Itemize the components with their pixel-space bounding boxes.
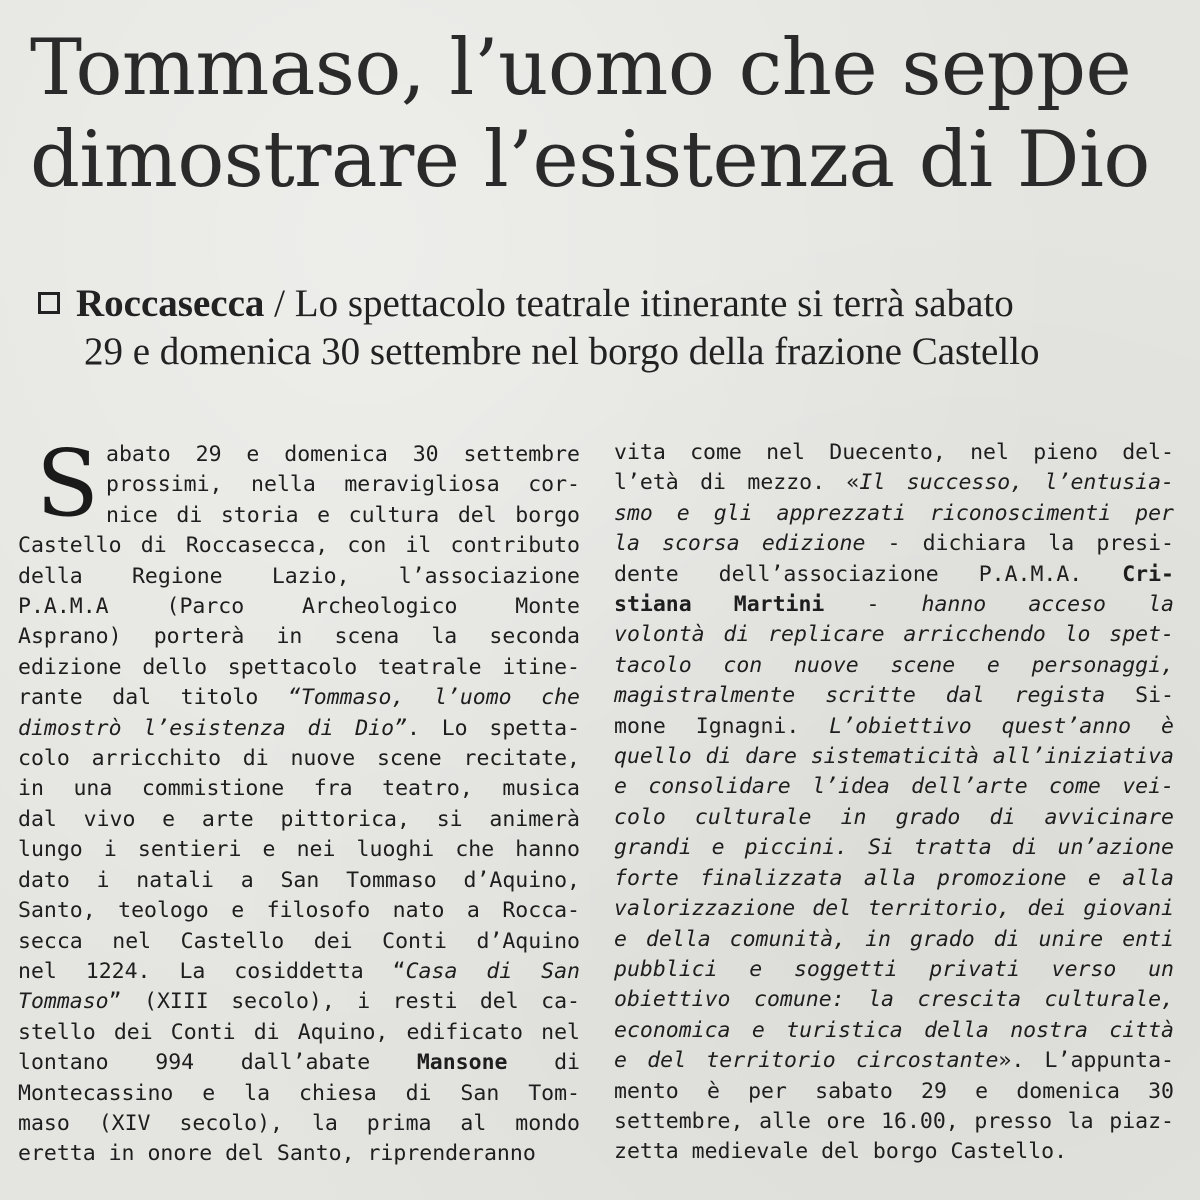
article-text: volontà di replicare arricchendo lo spet- <box>614 622 1174 648</box>
article-text: la scorsa edizione <box>614 531 866 557</box>
article-text: forte finalizzata alla promozione e alla <box>614 865 1174 891</box>
article-line <box>18 653 580 683</box>
article-text: e del territorio circostante <box>614 1048 999 1074</box>
article-text: di <box>507 1050 580 1076</box>
article-text: mento è per sabato 29 e domenica 30 <box>614 1078 1174 1104</box>
article-text: Montecassino e la chiesa di San Tom- <box>18 1080 580 1106</box>
article-text: Mansone <box>416 1050 508 1076</box>
article-line <box>18 714 580 744</box>
article-text: L’obiettivo quest’anno è <box>829 713 1174 739</box>
article-text: dimostrò l’esistenza di Dio” <box>18 715 407 741</box>
subheading-separator: / <box>264 282 295 325</box>
article-text: edizione dello spettacolo teatrale itine- <box>18 654 580 680</box>
article-text: stiana Martini <box>614 592 825 618</box>
article-text: secca nel Castello dei Conti d’Aquino <box>18 928 580 954</box>
article-text: smo e gli apprezzati riconoscimenti per <box>614 500 1174 526</box>
article-column-left <box>18 430 580 1170</box>
article-text: dente dell’associazione P.A.M.A. <box>614 561 1123 587</box>
article-line <box>614 712 1174 742</box>
article-line <box>614 833 1174 863</box>
article-line <box>18 683 580 713</box>
article-text: P.A.M.A (Parco Archeologico Monte <box>18 594 580 620</box>
article-line <box>18 987 580 1017</box>
article-line <box>614 590 1174 620</box>
article-text: stello dei Conti di Aquino, edificato nel <box>18 1019 580 1045</box>
subheading-line-1 <box>38 280 1178 328</box>
article-line <box>614 955 1174 985</box>
article-text: dato i natali a San Tommaso d’Aquino, <box>18 867 580 893</box>
article-text: Casa di San <box>405 958 580 984</box>
article-text: pubblici e soggetti privati verso un <box>614 956 1174 982</box>
article-line <box>18 1018 580 1048</box>
article-column-right <box>614 438 1174 1168</box>
article-text: maso (XIV secolo), la prima al mondo <box>18 1110 580 1136</box>
article-text: magistralmente scritte dal regista <box>614 683 1106 709</box>
article-line <box>18 896 580 926</box>
headline-line-1: Tommaso, l’uomo che seppe <box>30 23 1132 113</box>
article-text: valorizzazione del territorio, dei giovani <box>614 896 1174 922</box>
article-line <box>614 925 1174 955</box>
article-text: colo arricchito di nuove scene recitate, <box>18 746 580 772</box>
article-line <box>18 501 580 531</box>
article-line <box>18 927 580 957</box>
article-text: Cri- <box>1122 561 1174 587</box>
article-text: abato 29 e domenica 30 settembre <box>106 442 580 467</box>
article-text: lontano 994 dall’abate <box>18 1050 417 1076</box>
article-text: tacolo con nuove scene e personaggi, <box>614 652 1174 678</box>
location-label: Roccasecca <box>76 282 265 325</box>
article-line <box>18 774 580 804</box>
subheading-line-2: 29 e domenica 30 settembre nel borgo della frazione Castello <box>84 330 1040 373</box>
article-text: Santo, teologo e filosofo nato a Rocca- <box>18 898 580 924</box>
article-line <box>614 620 1174 650</box>
article-text: obiettivo comune: la crescita culturale, <box>614 987 1174 1013</box>
article-line <box>18 744 580 774</box>
article-text: lungo i sentieri e nei luoghi che hanno <box>18 837 580 863</box>
article-line <box>18 1139 580 1169</box>
square-bullet-icon <box>38 292 60 314</box>
article-line <box>18 835 580 865</box>
article-text: zetta medievale del borgo Castello. <box>614 1139 1068 1165</box>
article-line <box>18 440 580 470</box>
article-text: economica e turistica della nostra città <box>614 1017 1174 1043</box>
article-text: prossimi, nella meravigliosa cor- <box>106 472 580 498</box>
article-line <box>18 1109 580 1139</box>
article-line <box>614 1137 1174 1167</box>
article-text: Il successo, l’entusia- <box>859 470 1174 496</box>
article-text: Asprano) porterà in scena la seconda <box>18 624 580 650</box>
article-text: quello di dare sistematicità all’iniziativa <box>614 744 1174 770</box>
article-text: e della comunità, in grado di unire enti <box>614 926 1174 952</box>
article-line <box>614 1046 1174 1076</box>
article-text: eretta in onore del Santo, riprenderanno <box>18 1141 536 1167</box>
article-text: - dichiara la presi- <box>865 531 1174 557</box>
article-text: - <box>824 592 922 618</box>
article-line <box>18 562 580 592</box>
article-text: e consolidare l’idea dell’arte come vei- <box>614 774 1174 800</box>
article-line <box>614 894 1174 924</box>
article-text: in una commistione fra teatro, musica <box>18 776 580 802</box>
article-text: nice di storia e cultura del borgo <box>106 502 580 528</box>
article-line <box>614 742 1174 772</box>
article-text: nel 1224. La cosiddetta “ <box>18 958 406 984</box>
article-line <box>614 1077 1174 1107</box>
article-text: “Tommaso, l’uomo che <box>287 685 580 711</box>
article-text: vita come nel Duecento, nel pieno del- <box>614 440 1174 465</box>
article-line <box>18 1079 580 1109</box>
article-text: . Lo spetta- <box>406 715 580 741</box>
article-text: dal vivo e arte pittorica, si animerà <box>18 806 580 832</box>
article-text: Castello di Roccasecca, con il contributo <box>18 533 580 559</box>
article-line <box>18 866 580 896</box>
article-line <box>614 529 1174 559</box>
subheading-text-1: Lo spettacolo teatrale itinerante si terrà sabato <box>294 282 1014 325</box>
article-text: mone Ignagni. <box>614 713 830 739</box>
article-line <box>18 1048 580 1078</box>
article-text: della Regione Lazio, l’associazione <box>18 563 580 589</box>
subheading <box>38 280 1178 376</box>
article-line <box>18 805 580 835</box>
article-line <box>18 622 580 652</box>
headline-line-2: dimostrare l’esistenza di Dio <box>30 115 1150 205</box>
article-text: Tommaso <box>18 989 109 1015</box>
article-line <box>614 772 1174 802</box>
article-text: settembre, alle ore 16.00, presso la piaz- <box>614 1108 1174 1134</box>
article-line <box>614 681 1174 711</box>
article-text: Si- <box>1105 683 1174 709</box>
article-text: l’età di mezzo. « <box>614 470 860 496</box>
article-text: hanno acceso la <box>921 592 1174 618</box>
article-text: colo culturale in grado di avvicinare <box>614 804 1174 830</box>
drop-cap: S <box>36 430 100 537</box>
article-line <box>614 803 1174 833</box>
article-text: grandi e piccini. Si tratta di un’azione <box>614 835 1174 861</box>
article-line <box>614 651 1174 681</box>
article-line <box>614 864 1174 894</box>
article-line <box>18 531 580 561</box>
article-text: ” (XIII secolo), i resti del ca- <box>108 989 580 1015</box>
headline <box>30 22 1180 206</box>
article-text: ». L’appunta- <box>998 1048 1174 1074</box>
article-text: rante dal titolo <box>18 685 288 711</box>
article-line <box>18 592 580 622</box>
article-line <box>614 438 1174 468</box>
article-line <box>18 470 580 500</box>
article-line <box>614 468 1174 498</box>
article-line <box>614 985 1174 1015</box>
article-line <box>614 560 1174 590</box>
article-line <box>614 1107 1174 1137</box>
article-line <box>18 957 580 987</box>
article-line <box>614 499 1174 529</box>
article-line <box>614 1016 1174 1046</box>
